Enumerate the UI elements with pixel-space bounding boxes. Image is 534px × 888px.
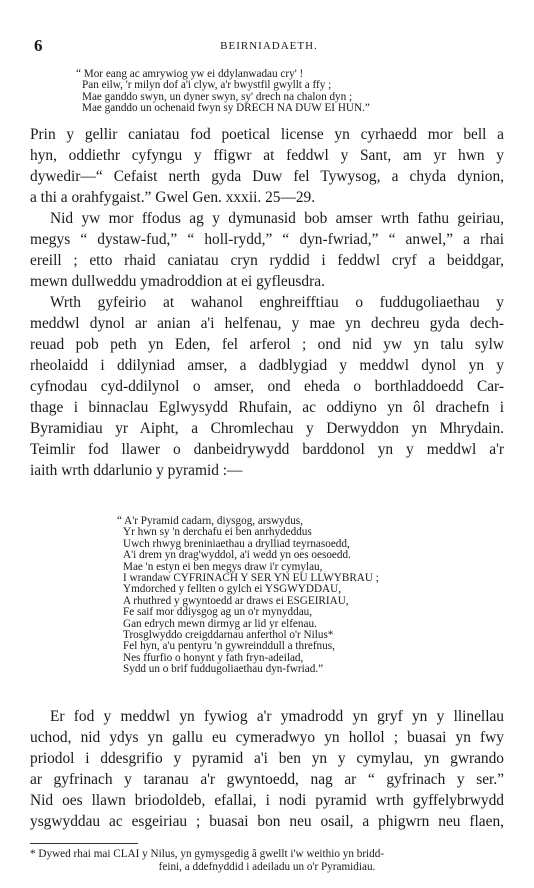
footnote-line: * Dywed rhai mai CLAI y Nilus, yn gymysgedig â gwellt i'w weithio yn bridd-	[30, 848, 385, 860]
text-line: mewn dullweddu ymadroddion at ei gyfleusdra.	[30, 273, 325, 290]
verse-line: “ A'r Pyramid cadarn, diysgog, arswydus,	[117, 515, 303, 527]
text-line: Nid oes llawn briodoldeb, efallai, i nodi pyramid wrth gyffelybrwydd	[30, 792, 504, 809]
text-line: ysgwyddau ac esgeiriau ; buasai bon neu osail, a phigwrn neu flaen,	[30, 813, 504, 830]
verse-line: Mae ganddo un ochenaid fwyn sy DRECH NA DUW EI HUN.”	[82, 102, 370, 115]
verse-line: Mae ganddo swyn, un dyner swyn, sy' drech na chalon dyn ;	[82, 90, 353, 103]
verse-line: Pan eilw, 'r milyn dof a'i clyw, a'r bwystfil gwyllt a ffy ;	[82, 79, 332, 92]
footnote	[30, 848, 504, 873]
text-line: uchod, nid ydys yn gallu eu cymeradwyo yn hollol ; buasai yn fwy	[30, 729, 504, 746]
body-text-1	[30, 124, 504, 481]
verse-line: Fel hyn, a'u pentyru 'n gywreinddull a threfnus,	[123, 640, 335, 653]
text-line: thage i binnaclau Eglwysydd Rhufain, ac oddiyno yn ôl drachefn i	[30, 399, 504, 416]
verse-line: Fe saif mor ddiysgog ag un o'r mynyddau,	[123, 606, 313, 619]
verse-line: Trosglwyddo creigddarnau anferthol o'r Nilus*	[123, 629, 334, 642]
verse-line: Ymdorched y fellten o gylch ei YSGWYDDAU,	[123, 583, 342, 596]
verse-line: Gan edrych mewn dirmyg ar lid yr elfenau.	[123, 617, 317, 630]
text-line: a thi a orahfygaist.” Gwel Gen. xxxii. 25—29.	[30, 189, 316, 206]
body-text-2	[30, 706, 504, 832]
text-line: dywedir—“ Cefaist nerth gyda Duw fel Tywysog, a chyda dynion,	[30, 168, 504, 185]
verse-line: Uwch rhwyg breniniaethau a drylliad teyrnasoedd,	[123, 537, 350, 550]
verse-line: “ Mor eang ac amrywiog yw ei ddylanwadau cry' !	[76, 68, 304, 80]
running-title: BEIRNIADAETH.	[220, 40, 318, 52]
verse-line: Mae 'n estyn ei ben megys draw i'r cymylau,	[123, 560, 323, 573]
text-line: hyn, oddiethr cyfyngu y ffigwr at feddwl y Sant, am yr hwn y	[30, 147, 504, 164]
page-header	[28, 36, 510, 56]
verse-line: I wrandaw CYFRINACH Y SER YN EU LLWYBRAU ;	[123, 572, 379, 585]
verse-line: Yr hwn sy 'n derchafu ei ben anrhydeddus	[123, 526, 312, 539]
verse-line: Nes ffurfio o honynt y fath fryn-adeilad,	[123, 651, 304, 664]
text-line: meddwl dynol ar anian a'i helfenau, y mae yn dechreu gyda dech-	[30, 315, 504, 332]
footnote-rule	[30, 843, 138, 844]
text-line: Prin y gellir caniatau fod poetical license yn cyrhaedd mor bell a	[30, 126, 504, 143]
text-line: ar gyfrinach y taranau a'r gwyntoedd, nag ar “ gyfrinach y ser.”	[30, 771, 504, 788]
quoted-verse-2	[117, 516, 379, 676]
text-line: iaith wrth ddarlunio y pyramid :—	[30, 462, 243, 479]
footnote-line: feini, a ddefnyddid i adeiladu un o'r Pyramidiau.	[158, 860, 376, 873]
verse-line: A rhuthred y gwyntoedd ar draws ei ESGEIRIAU,	[123, 594, 349, 607]
text-line: Teimlir fod llawer o danbeidrywydd barddonol yn y meddwl a'r	[30, 441, 504, 458]
text-line: reuad pob peth yn Eden, fel arferol ; ond nid yw yn talu sylw	[30, 336, 504, 353]
text-line: megys “ dystaw-fud,” “ holl-rydd,” “ dyn-fwriad,” “ anwel,” a rhai	[30, 231, 504, 248]
text-line: priodol i ddesgrifio y pyramid a'i ben yn y cymylau, yn gwrando	[30, 750, 504, 767]
text-line: Nid yw mor ffodus ag y dymunasid bob amser wrth fathu geiriau,	[50, 210, 504, 227]
text-line: Er fod y meddwl yn fywiog a'r ymadrodd yn gryf yn y llinellau	[50, 708, 504, 725]
text-line: cyfnodau cyd-ddilynol o amser, ond eheda o borthladdoedd Car-	[30, 378, 504, 395]
text-line: ereill ; etto rhaid caniatau cryn ryddid i feddwl cryf a beiddgar,	[30, 252, 504, 269]
verse-line: A'i drem yn drag'wyddol, a'i wedd yn oes oesoedd.	[123, 549, 351, 562]
verse-line: Sydd un o brif fuddugoliaethau dyn-fwriad.”	[123, 663, 324, 676]
text-line: Byramidiau yr Aipht, a Chromlechau y Derwyddon yn Mhrydain.	[30, 420, 504, 437]
quoted-verse-1	[76, 69, 370, 115]
text-line: rheolaidd i ddilyniad amser, a dadblygiad y meddwl dynol yn y	[30, 357, 504, 374]
text-line: Wrth gyfeirio at wahanol enghreifftiau o fuddugoliaethau y	[50, 294, 504, 311]
page-number: 6	[34, 36, 43, 55]
